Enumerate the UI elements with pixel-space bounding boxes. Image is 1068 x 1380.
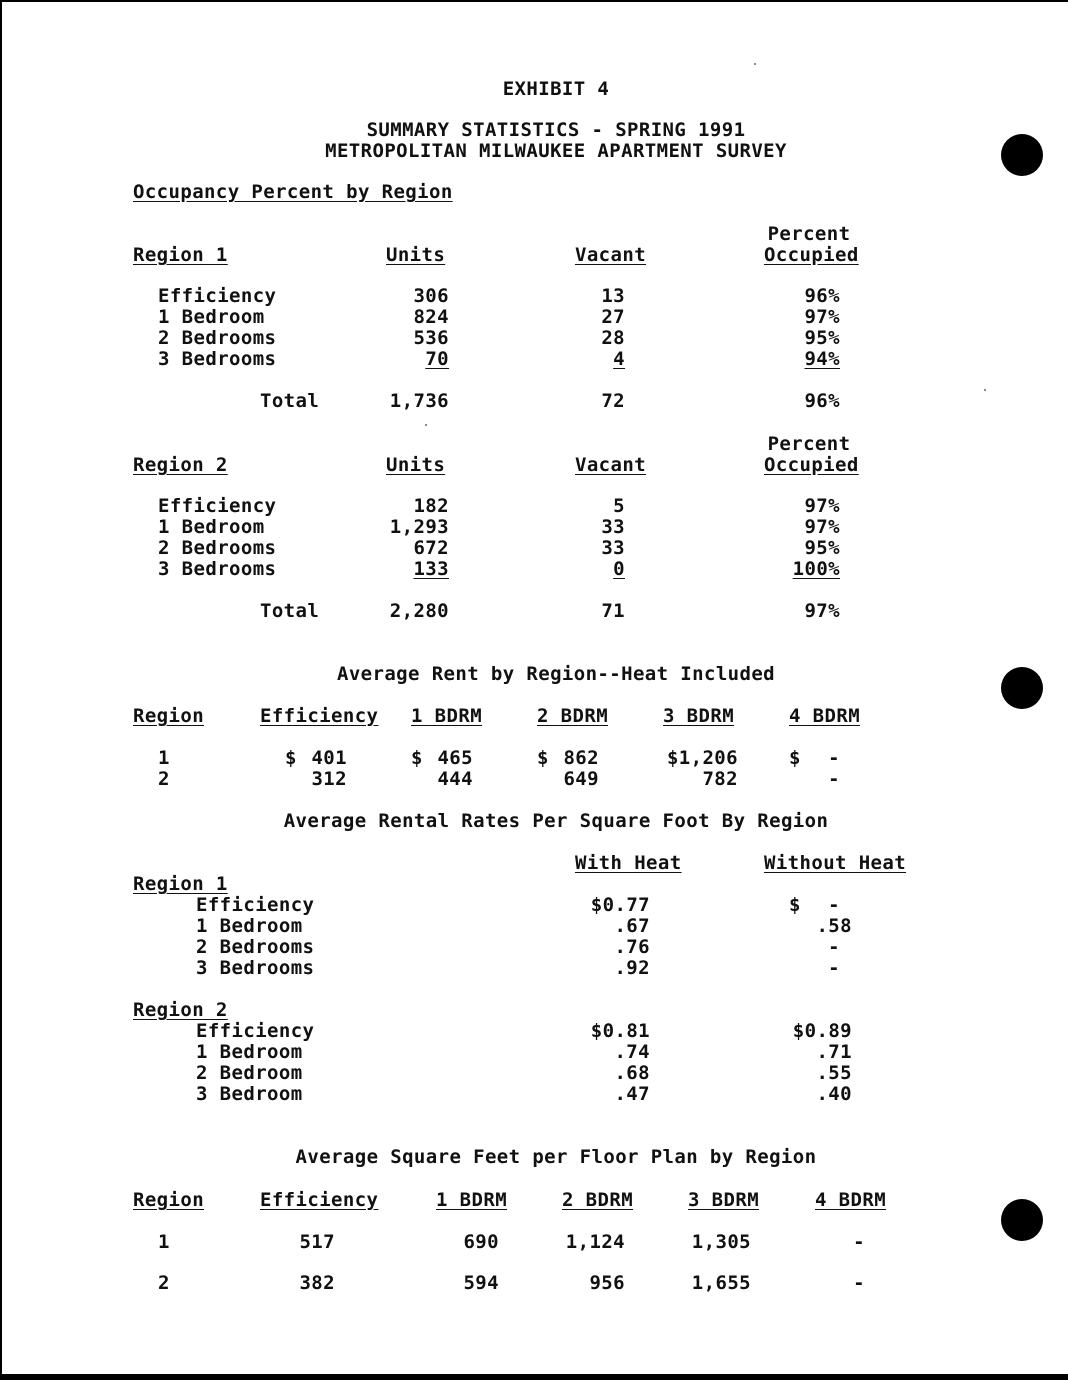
document-subtitle: METROPOLITAN MILWAUKEE APARTMENT SURVEY xyxy=(325,140,787,162)
vacant-value: 5 xyxy=(613,495,625,517)
3-bdrm-rent: $1,206 xyxy=(666,747,738,769)
3-bdrm-header: 3 BDRM xyxy=(688,1189,760,1211)
without-heat-value: .55 xyxy=(816,1062,852,1084)
with-heat-value: .67 xyxy=(614,915,650,937)
region-2-label: Region 2 xyxy=(133,454,228,476)
units-value: 70 xyxy=(425,348,449,370)
without-heat-value: - xyxy=(828,894,840,916)
scan-speck xyxy=(425,424,427,426)
efficiency-rent: 312 xyxy=(311,768,347,790)
3-bdrm-sqft: 1,305 xyxy=(691,1231,751,1253)
vacant-value: 4 xyxy=(613,348,625,370)
rates-section-title: Average Rental Rates Per Square Foot By Region xyxy=(283,810,829,832)
1-bdrm-rent: 444 xyxy=(437,768,473,790)
unit-type: Efficiency xyxy=(196,894,315,916)
units-value: 182 xyxy=(413,495,449,517)
2-bdrm-sqft: 1,124 xyxy=(565,1231,625,1253)
4-bdrm-header: 4 BDRM xyxy=(789,705,861,727)
percent-value: 97% xyxy=(804,306,840,328)
1-bdrm-header: 1 BDRM xyxy=(436,1189,508,1211)
2-bdrm-rent: 649 xyxy=(563,768,599,790)
percent-total: 97% xyxy=(804,600,840,622)
units-value: 133 xyxy=(413,558,449,580)
percent-value: 94% xyxy=(804,348,840,370)
2-bdrm-header: 2 BDRM xyxy=(562,1189,634,1211)
with-heat-value: .74 xyxy=(614,1041,650,1063)
currency-symbol: $ xyxy=(789,747,801,769)
region-header: Region xyxy=(133,1189,205,1211)
units-value: 824 xyxy=(413,306,449,328)
unit-type: 3 Bedrooms xyxy=(158,558,277,580)
with-heat-value: .47 xyxy=(614,1083,650,1105)
vacant-value: 27 xyxy=(601,306,625,328)
without-heat-value: - xyxy=(828,957,840,979)
efficiency-header: Efficiency xyxy=(260,705,379,727)
units-total: 2,280 xyxy=(389,600,449,622)
2-bdrm-rent: 862 xyxy=(563,747,599,769)
occupied-header: Occupied xyxy=(764,454,859,476)
unit-type: Efficiency xyxy=(158,285,277,307)
vacant-header: Vacant xyxy=(575,244,647,266)
with-heat-value: $0.81 xyxy=(590,1020,650,1042)
with-heat-value: .76 xyxy=(614,936,650,958)
percent-value: 96% xyxy=(804,285,840,307)
punch-hole xyxy=(1001,134,1043,176)
with-heat-value: $0.77 xyxy=(590,894,650,916)
3-bdrm-sqft: 1,655 xyxy=(691,1272,751,1294)
region-value: 2 xyxy=(158,1272,170,1294)
1-bdrm-sqft: 690 xyxy=(463,1231,499,1253)
unit-type: 3 Bedroom xyxy=(196,1083,303,1105)
vacant-value: 33 xyxy=(601,537,625,559)
unit-type: 1 Bedroom xyxy=(158,516,265,538)
percent-header: Percent xyxy=(767,223,851,245)
region-value: 2 xyxy=(158,768,170,790)
vacant-value: 13 xyxy=(601,285,625,307)
percent-value: 100% xyxy=(792,558,840,580)
unit-type: 1 Bedroom xyxy=(196,1041,303,1063)
unit-type: 3 Bedrooms xyxy=(158,348,277,370)
region-2-label: Region 2 xyxy=(133,999,228,1021)
document-title: SUMMARY STATISTICS - SPRING 1991 xyxy=(366,119,746,141)
region-value: 1 xyxy=(158,1231,170,1253)
unit-type: 2 Bedrooms xyxy=(158,327,277,349)
region-1-label: Region 1 xyxy=(133,244,228,266)
units-value: 536 xyxy=(413,327,449,349)
efficiency-sqft: 517 xyxy=(299,1231,335,1253)
percent-value: 97% xyxy=(804,495,840,517)
rent-section-title: Average Rent by Region--Heat Included xyxy=(336,663,776,685)
unit-type: Efficiency xyxy=(196,1020,315,1042)
units-value: 672 xyxy=(413,537,449,559)
efficiency-header: Efficiency xyxy=(260,1189,379,1211)
vacant-total: 71 xyxy=(601,600,625,622)
units-value: 306 xyxy=(413,285,449,307)
4-bdrm-header: 4 BDRM xyxy=(815,1189,887,1211)
unit-type: 3 Bedrooms xyxy=(196,957,315,979)
with-heat-value: .92 xyxy=(614,957,650,979)
vacant-total: 72 xyxy=(601,390,625,412)
without-heat-value: - xyxy=(828,936,840,958)
sqft-section-title: Average Square Feet per Floor Plan by Region xyxy=(295,1146,817,1168)
scan-speck xyxy=(984,389,986,391)
without-heat-value: .40 xyxy=(816,1083,852,1105)
region-value: 1 xyxy=(158,747,170,769)
3-bdrm-rent: 782 xyxy=(702,768,738,790)
currency-symbol: $ xyxy=(411,747,423,769)
unit-type: 2 Bedrooms xyxy=(196,936,315,958)
with-heat-header: With Heat xyxy=(575,852,682,874)
punch-hole xyxy=(1001,1199,1043,1241)
units-total: 1,736 xyxy=(389,390,449,412)
2-bdrm-header: 2 BDRM xyxy=(537,705,609,727)
units-value: 1,293 xyxy=(389,516,449,538)
exhibit-label: EXHIBIT 4 xyxy=(502,78,610,100)
units-header: Units xyxy=(386,244,446,266)
1-bdrm-sqft: 594 xyxy=(463,1272,499,1294)
unit-type: 1 Bedroom xyxy=(196,915,303,937)
currency-symbol: $ xyxy=(537,747,549,769)
currency-symbol: $ xyxy=(789,894,801,916)
unit-type: Efficiency xyxy=(158,495,277,517)
without-heat-value: $0.89 xyxy=(792,1020,852,1042)
total-label: Total xyxy=(260,390,320,412)
percent-value: 97% xyxy=(804,516,840,538)
occupied-header: Occupied xyxy=(764,244,859,266)
without-heat-value: .58 xyxy=(816,915,852,937)
vacant-header: Vacant xyxy=(575,454,647,476)
1-bdrm-header: 1 BDRM xyxy=(411,705,483,727)
region-1-label: Region 1 xyxy=(133,873,228,895)
3-bdrm-header: 3 BDRM xyxy=(663,705,735,727)
efficiency-rent: 401 xyxy=(311,747,347,769)
percent-header: Percent xyxy=(767,433,851,455)
4-bdrm-sqft: - xyxy=(853,1231,865,1253)
without-heat-header: Without Heat xyxy=(764,852,907,874)
punch-hole xyxy=(1001,667,1043,709)
vacant-value: 0 xyxy=(613,558,625,580)
efficiency-sqft: 382 xyxy=(299,1272,335,1294)
2-bdrm-sqft: 956 xyxy=(589,1272,625,1294)
vacant-value: 28 xyxy=(601,327,625,349)
scan-speck xyxy=(754,63,756,65)
vacant-value: 33 xyxy=(601,516,625,538)
units-header: Units xyxy=(386,454,446,476)
total-label: Total xyxy=(260,600,320,622)
currency-symbol: $ xyxy=(285,747,297,769)
occupancy-section-title: Occupancy Percent by Region xyxy=(133,181,453,203)
with-heat-value: .68 xyxy=(614,1062,650,1084)
percent-total: 96% xyxy=(804,390,840,412)
4-bdrm-sqft: - xyxy=(853,1272,865,1294)
1-bdrm-rent: 465 xyxy=(437,747,473,769)
percent-value: 95% xyxy=(804,327,840,349)
without-heat-value: .71 xyxy=(816,1041,852,1063)
unit-type: 1 Bedroom xyxy=(158,306,265,328)
percent-value: 95% xyxy=(804,537,840,559)
unit-type: 2 Bedrooms xyxy=(158,537,277,559)
region-header: Region xyxy=(133,705,205,727)
4-bdrm-rent: - xyxy=(828,768,840,790)
4-bdrm-rent: - xyxy=(828,747,840,769)
unit-type: 2 Bedroom xyxy=(196,1062,303,1084)
